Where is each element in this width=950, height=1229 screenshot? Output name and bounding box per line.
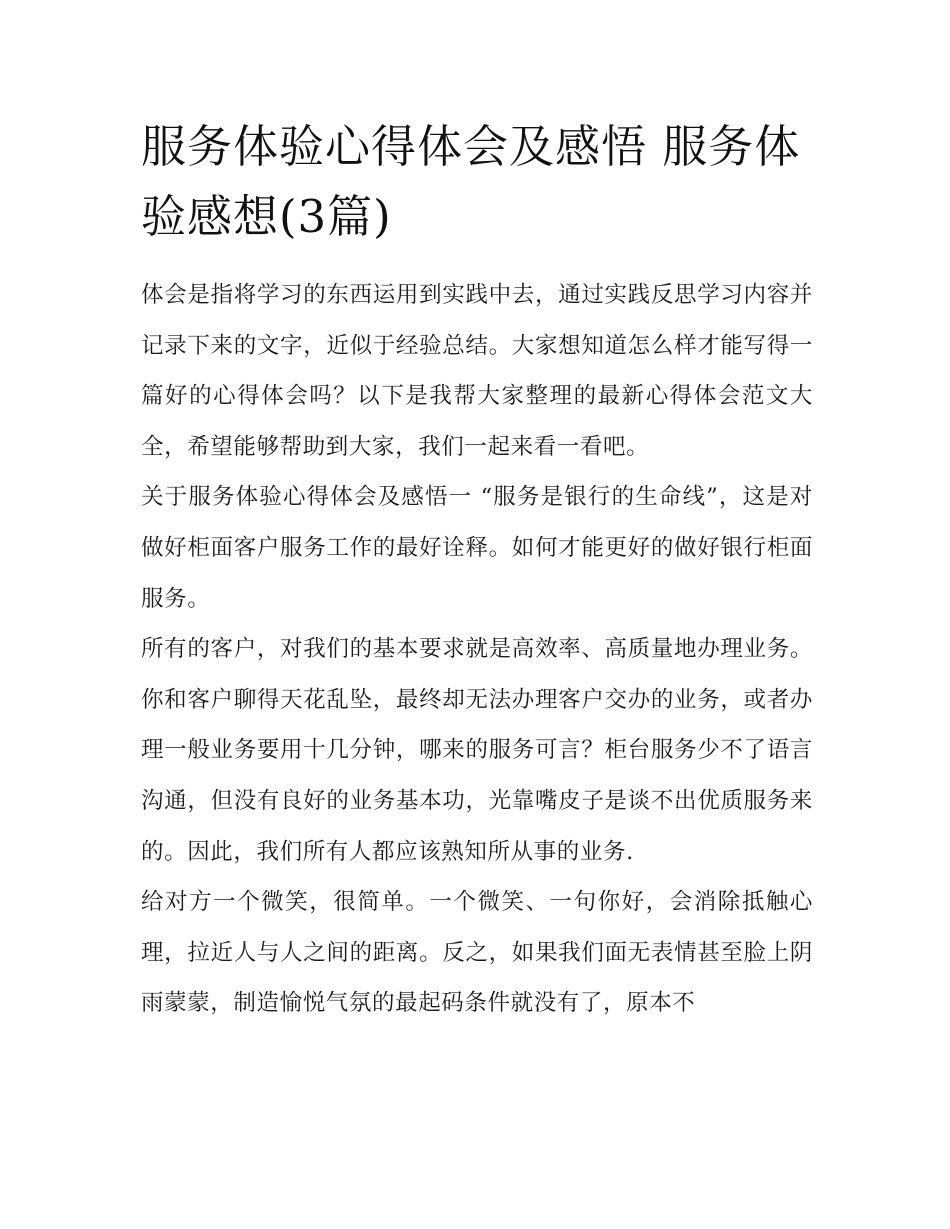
paragraph-smile: 给对方一个微笑，很简单。一个微笑、一句你好，会消除抵触心理，拉近人与人之间的距离。反之，如果我们面无表情甚至脸上阴雨蒙蒙，制造愉悦气氛的最起码条件就没有了，原本不 [141, 889, 813, 1017]
document-page [141, 112, 813, 1029]
document-title: 服务体验心得体会及感悟 服务体验感想(3篇) [141, 120, 801, 243]
paragraph-efficiency: 所有的客户，对我们的基本要求就是高效率、高质量地办理业务。你和客户聊得天花乱坠，最终却无法办理客户交办的业务，或者办理一般业务要用十几分钟，哪来的服务可言？柜台服务少不了语言沟通，但没有良好的业务基本功，光靠嘴皮子是谈不出优质服务来的。因此，我们所有人都应该熟知所从事的业务. [141, 636, 813, 865]
paragraph-section-one: 关于服务体验心得体会及感悟一 “服务是银行的生命线”，这是对做好柜面客户服务工作的最好诠释。如何才能更好的做好银行柜面服务。 [141, 484, 813, 612]
paragraph-intro: 体会是指将学习的东西运用到实践中去，通过实践反思学习内容并记录下来的文字，近似于经验总结。大家想知道怎么样才能写得一篇好的心得体会吗？以下是我帮大家整理的最新心得体会范文大全，希望能够帮助到大家，我们一起来看一看吧。 [141, 282, 813, 460]
document-body [141, 270, 813, 1029]
